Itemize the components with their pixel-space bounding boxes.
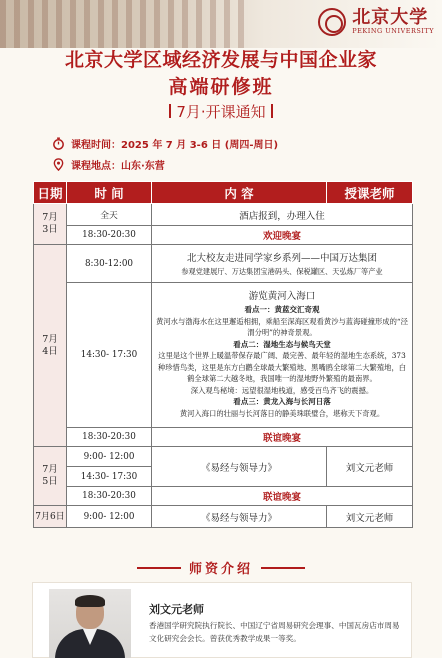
highlight-heading: 看点三：黄龙入海与长河日落 — [233, 397, 331, 407]
time-cell: 18:30-20:30 — [67, 487, 152, 506]
content-cell: 联谊晚宴 — [152, 428, 413, 447]
header-time: 时 间 — [67, 182, 152, 204]
content-cell: 《易经与领导力》 — [152, 447, 327, 487]
time-cell: 18:30-20:30 — [67, 226, 152, 245]
content-cell — [152, 245, 413, 283]
time-cell: 14:30- 17:30 — [67, 283, 152, 428]
time-cell: 14:30- 17:30 — [67, 467, 152, 487]
teacher-photo — [49, 589, 131, 658]
table-row — [34, 283, 413, 428]
highlight-heading: 看点二：湿地生态与候鸟天堂 — [233, 339, 331, 349]
table-row — [34, 245, 413, 283]
time-cell: 8:30-12:00 — [67, 245, 152, 283]
table-row — [34, 428, 413, 447]
schedule-table — [33, 181, 413, 528]
teacher-cell: 刘文元老师 — [327, 447, 413, 487]
time-cell: 全天 — [67, 204, 152, 226]
divider — [261, 567, 305, 569]
header-content: 内 容 — [152, 182, 327, 204]
photo-hair — [75, 595, 105, 607]
logo-text — [352, 9, 434, 35]
time-cell: 9:00- 12:00 — [67, 447, 152, 467]
logo-chinese: 北京大学 — [352, 7, 429, 28]
divider — [169, 104, 171, 118]
table-row — [34, 447, 413, 467]
page-title-line1: 北京大学区域经济发展与中国企业家 — [64, 49, 377, 71]
time-cell: 9:00- 12:00 — [67, 506, 152, 528]
university-seal-icon — [318, 8, 346, 36]
visit-title: 北大校友走进同学家乡系列——中国万达集团 — [186, 253, 377, 264]
logo-english: PEKING UNIVERSITY — [352, 27, 434, 35]
divider — [271, 104, 273, 118]
content-cell: 酒店报到，办理入住 — [152, 204, 413, 226]
content-cell: 欢迎晚宴 — [152, 226, 413, 245]
highlight-heading: 看点一：黄蓝交汇奇观 — [244, 305, 320, 315]
table-header-row — [34, 182, 413, 204]
course-place-text: 课程地点：山东·东营 — [71, 161, 165, 172]
header-banner — [0, 0, 442, 48]
location-pin-icon — [52, 158, 65, 171]
date-cell: 7月6日 — [34, 506, 67, 528]
course-time-text: 课程时间：2025 年 7 月 3-6 日 (周四-周日) — [71, 140, 279, 151]
teacher-cell: 刘文元老师 — [327, 506, 413, 528]
teacher-card — [32, 582, 412, 658]
date-cell: 7月3日 — [34, 204, 67, 245]
table-row — [34, 506, 413, 528]
visit-subtitle: 参观党建展厅、万达集团宝港码头、保税罐区、天弘炼厂等产业 — [181, 267, 383, 276]
stopwatch-icon — [52, 137, 65, 150]
course-time — [52, 136, 278, 151]
page-title-line2: 高端研修班 — [168, 76, 274, 98]
teacher-section-heading — [0, 558, 442, 577]
table-row — [34, 487, 413, 506]
time-cell: 18:30-20:30 — [67, 428, 152, 447]
table-row — [34, 226, 413, 245]
highlight-text: 这里是这个世界上暖温带保存最广阔、最完善、最年轻的湿地生态系统，373种珍惜鸟类，这里是东方白鹳全球最大繁殖地、黑嘴鸥全球第二大繁殖地，白鹤全球第二大越冬地，我国唯一的湿地野外繁殖的最南界。 — [157, 351, 407, 384]
date-cell: 7月5日 — [34, 447, 67, 506]
highlight-text: 黄河水与渤海水在这里邂逅相拥，乘船至深海区观看黄沙与蓝海碰撞形成的“泾渭分明”的神奇景观。 — [156, 316, 408, 338]
header-date: 日期 — [34, 182, 67, 204]
teacher-heading-text: 师资介绍 — [188, 562, 253, 577]
teacher-name: 刘文元老师 — [149, 603, 204, 616]
teacher-description: 香港国学研究院执行院长、中国辽宁省周易研究会理事、中国瓦房店市周易文化研究会会长。曾获优秀教学成果一等奖。 — [149, 621, 400, 643]
notice-text: 7月·开课通知 — [176, 103, 266, 121]
highlight-text: 深入观鸟秘境：远望很湿地栈道，感受百鸟齐飞的震撼。 — [190, 385, 374, 395]
table-row — [34, 204, 413, 226]
content-cell: 《易经与领导力》 — [152, 506, 327, 528]
divider — [137, 567, 181, 569]
roof-decoration — [0, 0, 250, 48]
highlight-text: 黄河入海口的壮丽与长河落日的静美珠联璧合，堪称天下奇观。 — [179, 408, 385, 418]
university-logo — [274, 6, 434, 38]
content-cell: 联谊晚宴 — [152, 487, 413, 506]
header-teacher: 授课老师 — [327, 182, 413, 204]
content-cell — [152, 283, 413, 428]
course-place — [52, 157, 165, 172]
date-cell: 7月4日 — [34, 245, 67, 447]
tour-title: 游览黄河入海口 — [248, 290, 316, 302]
notice-title — [0, 101, 442, 122]
